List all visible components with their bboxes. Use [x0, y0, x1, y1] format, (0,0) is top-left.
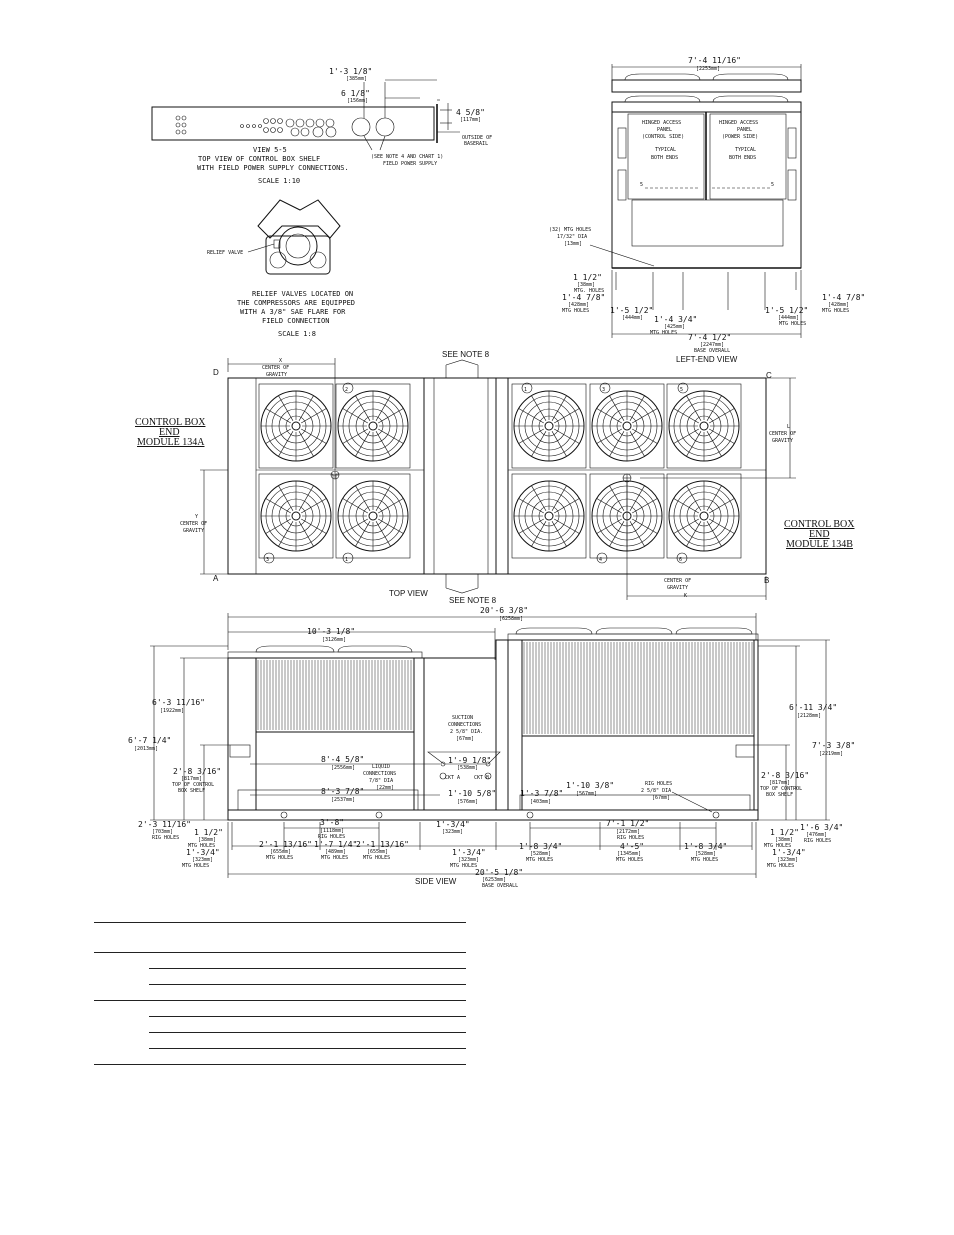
b-134r: 1'-3/4"	[772, 848, 806, 857]
b-2113: 2'-1 13/16"	[259, 840, 312, 849]
b-134-sub: MTG HOLES	[182, 863, 210, 869]
coil-fins-left	[258, 660, 411, 730]
b-1834: 1'-8 3/4"	[519, 842, 563, 851]
sv-overall-mm: [6258mm]	[499, 616, 524, 622]
top-view	[135, 350, 855, 605]
fan	[259, 474, 333, 558]
liquid-1: LIQUID	[372, 764, 391, 770]
cg-x-1: CENTER OF	[262, 365, 290, 371]
coil-fins-right	[524, 642, 752, 734]
cg-l-label: L	[787, 424, 791, 430]
le-base: 7'-4 1/2"	[688, 333, 732, 342]
b-112r: 1 1/2"	[770, 828, 799, 837]
rig-1: RIG HOLES	[645, 781, 673, 787]
le-d1-sub: MTG. HOLES	[574, 288, 605, 294]
le-d4-mm: [425mm]	[664, 324, 686, 330]
left-end-width-mm: [2253mm]	[696, 66, 721, 72]
left-end-width: 7'-4 11/16"	[688, 56, 741, 65]
ctrl-r: 2'-8 3/16"	[761, 771, 810, 780]
cg-k-2: GRAVITY	[667, 585, 689, 591]
sv-11038: 1'-10 3/8"	[566, 781, 615, 790]
b-7112: 7'-1 1/2"	[606, 819, 650, 828]
see-note-8-top: SEE NOTE 8	[442, 350, 490, 359]
mtg-holes-2: 17/32" DIA	[557, 234, 588, 240]
typical-right-2: BOTH ENDS	[729, 155, 757, 161]
field-power-note-1: (SEE NOTE 4 AND CHART 1)	[371, 154, 444, 160]
ctrl-r-1: TOP OF CONTROL	[760, 786, 803, 792]
b-1834-sub: MTG HOLES	[526, 857, 554, 863]
b-112r-sub: MTG HOLES	[764, 843, 792, 849]
b-2113-mm: [655mm]	[270, 849, 292, 855]
ctrl-l-2: BOX SHELF	[178, 788, 206, 794]
sv-845: 8'-4 5/8"	[321, 755, 365, 764]
dim-1-3-1-8: 1'-3 1/8"	[329, 67, 373, 76]
sv-h-left: 6'-3 11/16"	[152, 698, 205, 707]
b-2113b: 2'-1 13/16"	[356, 840, 409, 849]
b-134d-sub: MTG HOLES	[450, 863, 478, 869]
panel-left-1: HINGED ACCESS	[642, 120, 682, 126]
b-112-mm: [38mm]	[198, 837, 217, 843]
ctrl-l-1: TOP OF CONTROL	[172, 782, 215, 788]
le-d2-mm: [428mm]	[568, 302, 590, 308]
cg-y-1: CENTER OF	[180, 521, 208, 527]
relief-valve-detail	[207, 200, 355, 338]
suction-4: [67mm]	[456, 736, 475, 742]
top-view-title: TOP VIEW	[389, 589, 428, 598]
fan	[259, 384, 333, 468]
cg-l-2: GRAVITY	[772, 438, 794, 444]
sv-11058: 1'-10 5/8"	[448, 789, 497, 798]
ckt-b: CKT B	[474, 775, 490, 781]
sv-h-right2: 7'-3 3/8"	[812, 741, 856, 750]
sv-845-mm: [2556mm]	[331, 765, 356, 771]
b-1834b: 1'-8 3/4"	[684, 842, 728, 851]
view-5-5-title-3: WITH FIELD POWER SUPPLY CONNECTIONS.	[197, 164, 349, 172]
b-1714-sub: MTG HOLES	[321, 855, 349, 861]
le-d1-mm: [38mm]	[577, 282, 596, 288]
b-134c-mm: [323mm]	[442, 829, 464, 835]
panel-right-2: PANEL	[737, 127, 753, 133]
sv-h-right-mm: [2128mm]	[797, 713, 822, 719]
outside-note-2: BASERAIL	[464, 141, 489, 147]
relief-valve-label: RELIEF VALVE	[207, 250, 244, 256]
sv-left-w: 10'-3 1/8"	[307, 627, 356, 636]
b-7112-mm: [2172mm]	[616, 829, 641, 835]
fan	[590, 384, 664, 468]
table-row	[94, 1001, 466, 1017]
sv-h-right: 6'-11 3/4"	[789, 703, 838, 712]
relief-caption-1: RELIEF VALVES LOCATED ON	[252, 290, 354, 298]
fan-number: 4	[599, 557, 603, 563]
fan	[667, 474, 741, 558]
b-1714-mm: [489mm]	[325, 849, 347, 855]
module-134b-1: CONTROL BOX	[784, 519, 855, 530]
mtg-holes-1: (32) MTG HOLES	[549, 227, 592, 233]
module-134b-2: END	[809, 529, 830, 540]
le-d6-sub: MTG HOLES	[822, 308, 850, 314]
panel-left-2: PANEL	[657, 127, 673, 133]
cg-k-label: K	[684, 593, 688, 599]
b-2113b-sub: MTG HOLES	[363, 855, 391, 861]
relief-scale: SCALE 1:8	[278, 330, 316, 338]
le-d1: 1 1/2"	[573, 273, 602, 282]
b-23: 2'-3 11/16"	[138, 820, 191, 829]
sv-overall: 20'-6 3/8"	[480, 606, 529, 615]
b-38-sub: RIG HOLES	[318, 834, 346, 840]
le-d3-mm: [444mm]	[622, 315, 644, 321]
sv-838-mm: [2537mm]	[331, 797, 356, 803]
le-d5-mm: [444mm]	[778, 315, 800, 321]
b-38-mm: [1118mm]	[320, 828, 345, 834]
fan-number-badge	[600, 383, 610, 393]
cg-y-2: GRAVITY	[183, 528, 205, 534]
dim-6-1-8: 6 1/8"	[341, 89, 370, 98]
outside-note-1: OUTSIDE OF	[462, 135, 493, 141]
b-1834b-sub: MTG HOLES	[691, 857, 719, 863]
fan-number-badge	[343, 383, 353, 393]
table-row	[94, 953, 466, 969]
b-134d: 1'-3/4"	[452, 848, 486, 857]
fan-number: 1	[345, 557, 349, 563]
suction-1: SUCTION	[452, 715, 474, 721]
b-134-mm: [323mm]	[192, 857, 214, 863]
view-5-5-title: VIEW 5-5	[253, 146, 287, 154]
cg-x-2: GRAVITY	[266, 372, 288, 378]
sv-h-left2: 6'-7 1/4"	[128, 736, 172, 745]
fan	[512, 474, 586, 558]
ctrl-r-2: BOX SHELF	[766, 792, 794, 798]
panel-right-3: (POWER SIDE)	[722, 134, 759, 140]
corner-d: D	[213, 368, 219, 377]
section-mark-left: 5	[640, 182, 644, 188]
b-45: 4'-5"	[620, 842, 645, 851]
b-38: 3'-8"	[320, 818, 345, 827]
le-d5-sub: MTG HOLES	[779, 321, 807, 327]
sv-left-w-mm: [3126mm]	[322, 637, 347, 643]
ctrl-l-mm: [817mm]	[181, 776, 203, 782]
sv-1378-mm: [403mm]	[530, 799, 552, 805]
b-1634: 1'-6 3/4"	[800, 823, 844, 832]
sv-1918: 1'-9 1/8"	[448, 756, 492, 765]
fan-number: 2	[345, 387, 349, 393]
liquid-4: [22mm]	[376, 785, 395, 791]
le-base-sub: BASE OVERALL	[694, 348, 731, 354]
section-mark-right: 5	[771, 182, 775, 188]
sv-11038-mm: [567mm]	[576, 791, 598, 797]
cg-l-1: CENTER OF	[769, 431, 797, 437]
module-134a-2: END	[159, 427, 180, 438]
corner-c: C	[766, 371, 772, 380]
panel-right-1: HINGED ACCESS	[719, 120, 759, 126]
b-1634-mm: [476mm]	[806, 832, 828, 838]
view-5-5	[152, 67, 492, 185]
sv-base-sub: BASE OVERALL	[482, 883, 519, 889]
relief-caption-2: THE COMPRESSORS ARE EQUIPPED	[237, 299, 356, 307]
suction-3: 2 5/8" DIA.	[450, 729, 484, 735]
b-23-sub: RIG HOLES	[152, 835, 180, 841]
side-view-title: SIDE VIEW	[415, 877, 457, 886]
ckt-a: CKT A	[445, 775, 461, 781]
b-134c: 1'-3/4"	[436, 820, 470, 829]
fan	[667, 384, 741, 468]
side-view	[128, 606, 855, 889]
sv-base: 20'-5 1/8"	[475, 868, 524, 877]
fan-number: 3	[266, 557, 270, 563]
sv-base-mm: [6253mm]	[482, 877, 507, 883]
b-2113-sub: MTG HOLES	[266, 855, 294, 861]
typical-right-1: TYPICAL	[735, 147, 757, 153]
left-end-view-title: LEFT-END VIEW	[676, 355, 738, 364]
liquid-2: CONNECTIONS	[363, 771, 397, 777]
b-134r-sub: MTG HOLES	[767, 863, 795, 869]
cg-y-label: Y	[195, 514, 199, 520]
sv-h-right2-mm: [2219mm]	[819, 751, 844, 757]
b-134d-mm: [323mm]	[458, 857, 480, 863]
module-134a-3: MODULE 134A	[137, 437, 205, 448]
sv-h-left2-mm: [2013mm]	[134, 746, 159, 752]
typical-left-2: BOTH ENDS	[651, 155, 679, 161]
le-d6-mm: [428mm]	[828, 302, 850, 308]
table-row	[94, 969, 466, 985]
field-power-note-2: FIELD POWER SUPPLY	[383, 161, 438, 167]
table-row	[94, 1017, 466, 1033]
le-d4: 1'-4 3/4"	[654, 315, 698, 324]
le-d4-sub: MTG HOLES	[650, 330, 678, 336]
sv-h-left-mm: [1922mm]	[160, 708, 185, 714]
see-note-8-bottom: SEE NOTE 8	[449, 596, 497, 605]
table-row	[94, 985, 466, 1001]
b-1834b-mm: [528mm]	[695, 851, 717, 857]
module-134b-3: MODULE 134B	[786, 539, 853, 550]
view-5-5-title-2: TOP VIEW OF CONTROL BOX SHELF	[198, 155, 321, 163]
b-45-sub: MTG HOLES	[616, 857, 644, 863]
dim-4-5-8: 4 5/8"	[456, 108, 485, 117]
b-134: 1'-3/4"	[186, 848, 220, 857]
left-end-view	[549, 56, 865, 364]
b-2113b-mm: [655mm]	[367, 849, 389, 855]
dim-6-1-8-mm: [156mm]	[347, 98, 369, 104]
sv-11058-mm: [576mm]	[457, 799, 479, 805]
le-d2-sub: MTG HOLES	[562, 308, 590, 314]
ctrl-r-mm: [817mm]	[769, 780, 791, 786]
dim-1-3-1-8-mm: [385mm]	[346, 76, 368, 82]
b-1634-sub: RIG HOLES	[804, 838, 832, 844]
corner-b: B	[764, 576, 770, 585]
table-row	[94, 1033, 466, 1049]
table-row	[94, 923, 466, 953]
typical-left-1: TYPICAL	[655, 147, 677, 153]
sv-838: 8'-3 7/8"	[321, 787, 365, 796]
rig-3: [67mm]	[652, 795, 671, 801]
le-d5: 1'-5 1/2"	[765, 306, 809, 315]
b-1714: 1'-7 1/4"	[314, 840, 358, 849]
module-134a-1: CONTROL BOX	[135, 417, 206, 428]
panel-left-3: (CONTROL SIDE)	[642, 134, 685, 140]
dim-4-5-8-mm: [117mm]	[460, 117, 482, 123]
b-112r-mm: [38mm]	[775, 837, 794, 843]
b-112: 1 1/2"	[194, 828, 223, 837]
le-base-mm: [2247mm]	[700, 342, 725, 348]
dimension-table	[94, 922, 466, 1058]
b-23-mm: [703mm]	[152, 829, 174, 835]
b-112-sub: MTG HOLES	[188, 843, 216, 849]
le-d6: 1'-4 7/8"	[822, 293, 866, 302]
sv-1918-mm: [538mm]	[457, 765, 479, 771]
fan-number: 3	[602, 387, 606, 393]
sv-1378: 1'-3 7/8"	[520, 789, 564, 798]
relief-caption-4: FIELD CONNECTION	[262, 317, 330, 325]
ctrl-l: 2'-8 3/16"	[173, 767, 222, 776]
le-d2: 1'-4 7/8"	[562, 293, 606, 302]
table-row	[94, 1049, 466, 1065]
fan	[336, 384, 410, 468]
relief-caption-3: WITH A 3/8" SAE FLARE FOR	[240, 308, 346, 316]
fan	[512, 384, 586, 468]
mtg-holes-3: [13mm]	[564, 241, 583, 247]
cg-k-1: CENTER OF	[664, 578, 692, 584]
fan-number-badge	[678, 383, 688, 393]
liquid-3: 7/8" DIA	[369, 778, 394, 784]
fan-number: 6	[679, 557, 683, 563]
fan-number: 1	[524, 387, 528, 393]
b-134r-mm: [323mm]	[777, 857, 799, 863]
corner-a: A	[213, 574, 219, 583]
b-1834-mm: [528mm]	[530, 851, 552, 857]
fan-number-badge	[522, 383, 532, 393]
le-d3: 1'-5 1/2"	[610, 306, 654, 315]
b-7112-sub: RIG HOLES	[617, 835, 645, 841]
b-45-mm: [1345mm]	[617, 851, 642, 857]
fan-number: 5	[680, 387, 684, 393]
suction-2: CONNECTIONS	[448, 722, 482, 728]
rig-2: 2 5/8" DIA	[641, 788, 672, 794]
view-5-5-scale: SCALE 1:10	[258, 177, 301, 185]
fan	[336, 474, 410, 558]
cg-x-label: X	[279, 358, 283, 364]
